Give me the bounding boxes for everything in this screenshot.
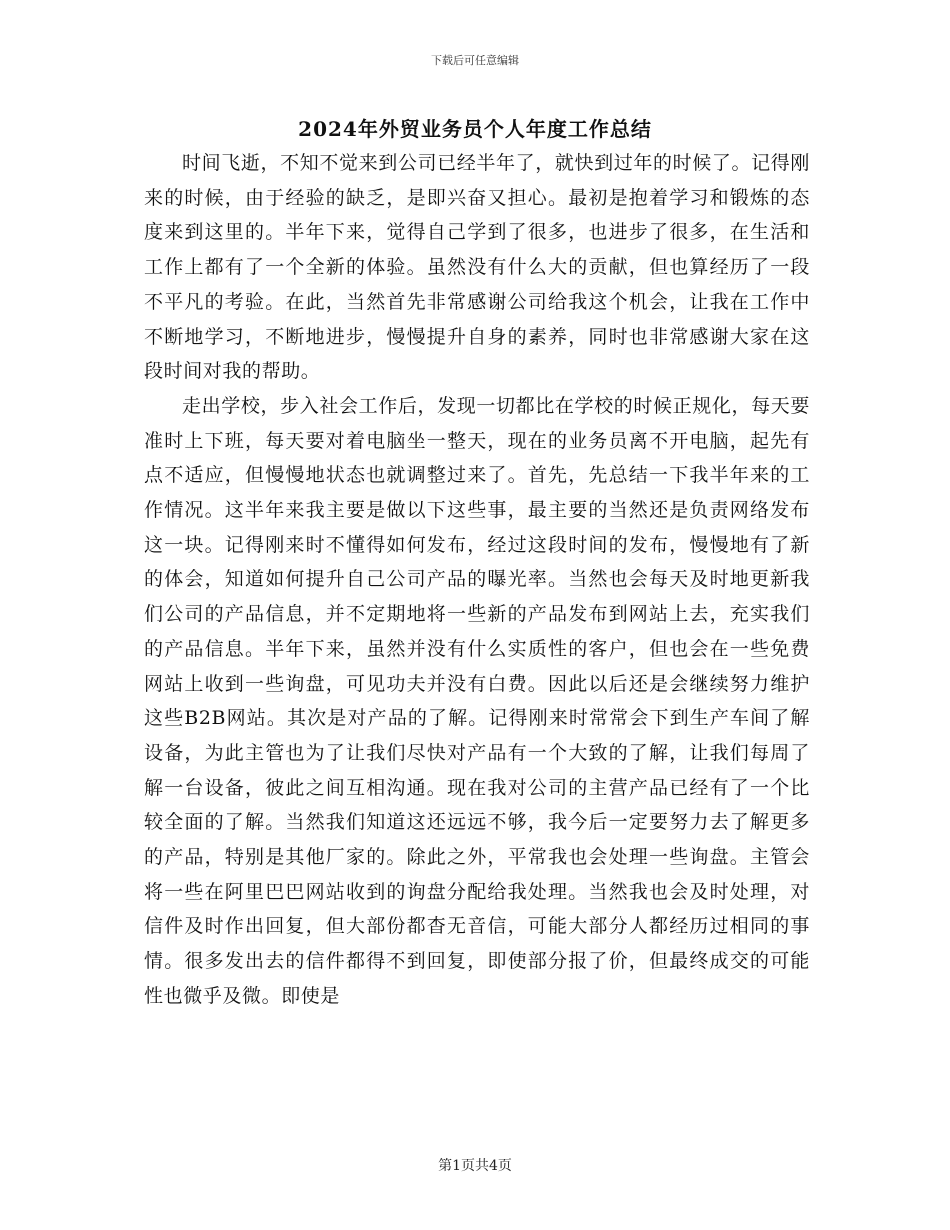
document-title: 2024年外贸业务员个人年度工作总结 [298, 117, 652, 141]
paragraph-2: 走出学校，步入社会工作后，发现一切都比在学校的时候正规化，每天要准时上下班，每天要对着电脑坐一整天，现在的业务员离不开电脑，起先有点不适应，但慢慢地状态也就调整过来了。首先，先总结一下我半年来的工作情况。这半年来我主要是做以下这些事，最主要的当然还是负责网络发布这一块。记得刚来时不懂得如何发布，经过这段时间的发布，慢慢地有了新的体会，知道如何提升自己公司产品的曝光率。当然也会每天及时地更新我们公司的产品信息，并不定期地将一些新的产品发布到网站上去，充实我们的产品信息。半年下来，虽然并没有什么实质性的客户，但也会在一些免费网站上收到一些询盘，可见功夫并没有白费。因此以后还是会继续努力维护这些B2B网站。其次是对产品的了解。记得刚来时常常会下到生产车间了解设备，为此主管也为了让我们尽快对产品有一个大致的了解，让我们每周了解一台设备，彼此之间互相沟通。现在我对公司的主营产品已经有了一个比较全面的了解。当然我们知道这还远远不够，我今后一定要努力去了解更多的产品，特别是其他厂家的。除此之外，平常我也会处理一些询盘。主管会将一些在阿里巴巴网站收到的询盘分配给我处理。当然我也会及时处理，对信件及时作出回复，但大部份都杳无音信，可能大部分人都经历过相同的事情。很多发出去的信件都得不到回复，即使部分报了价，但最终成交的可能性也微乎及微。即使是 [144, 394, 810, 1007]
document-body [144, 146, 810, 1014]
page-header-note: 下载后可任意编辑 [431, 54, 519, 67]
page-number: 第1页共4页 [438, 1158, 512, 1174]
paragraph-1: 时间飞逝，不知不觉来到公司已经半年了，就快到过年的时候了。记得刚来的时候，由于经验的缺乏，是即兴奋又担心。最初是抱着学习和锻炼的态度来到这里的。半年下来，觉得自己学到了很多，也进步了很多，在生活和工作上都有了一个全新的体验。虽然没有什么大的贡献，但也算经历了一段不平凡的考验。在此，当然首先非常感谢公司给我这个机会，让我在工作中不断地学习，不断地进步，慢慢提升自身的素养，同时也非常感谢大家在这段时间对我的帮助。 [144, 152, 810, 383]
